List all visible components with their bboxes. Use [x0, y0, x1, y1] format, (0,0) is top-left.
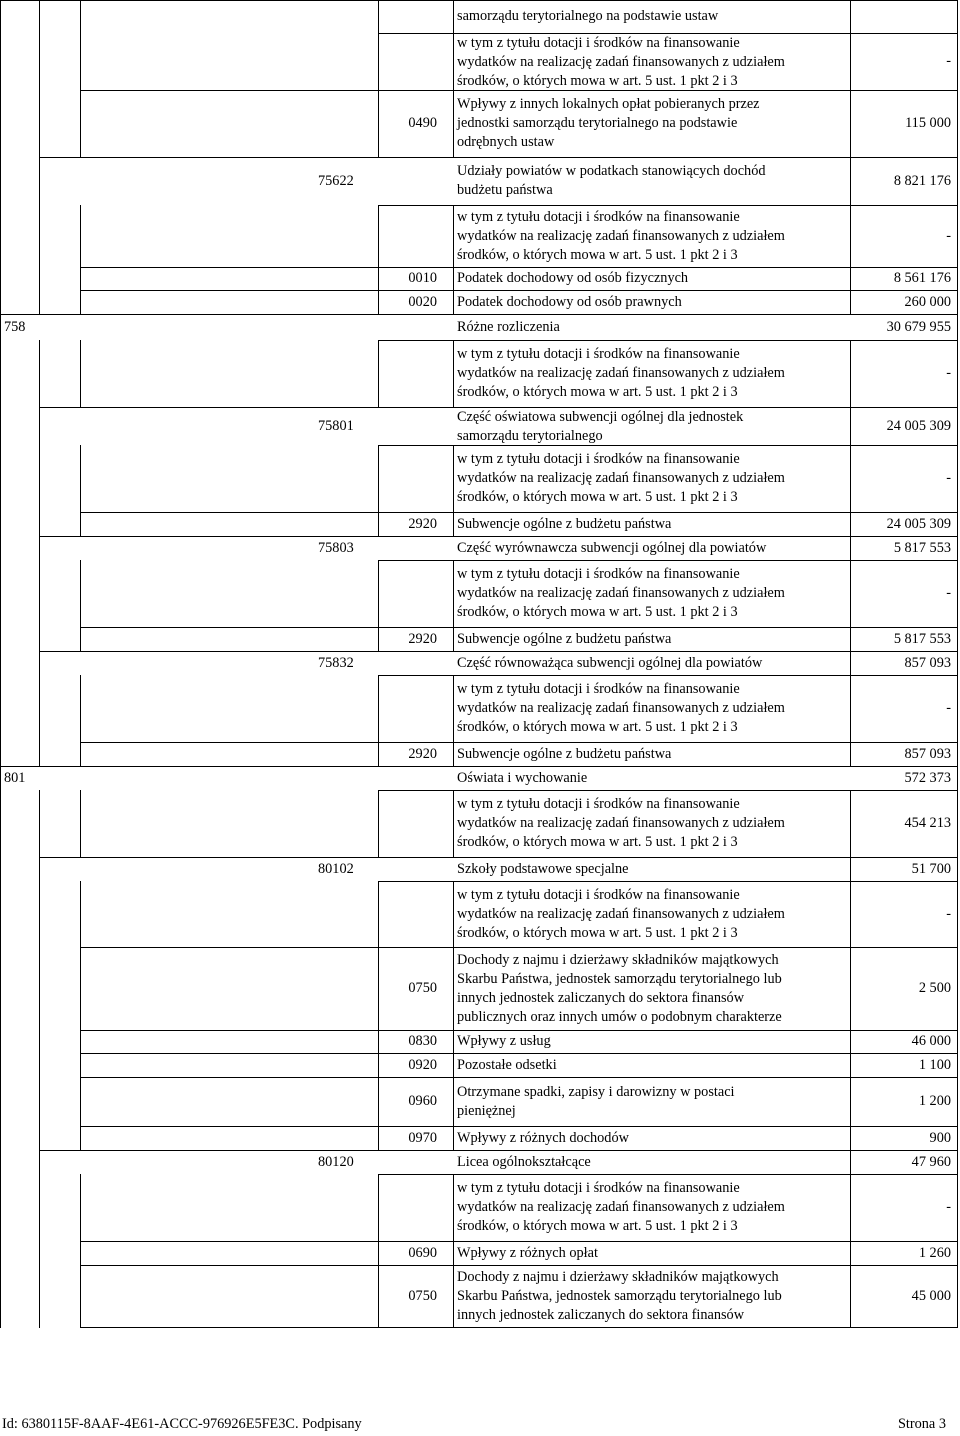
rozdzial-code: 75832 — [318, 655, 354, 671]
table-rule — [39, 651, 958, 652]
table-rule — [453, 675, 454, 743]
table-rule — [39, 157, 40, 206]
row-description: w tym z tytułu dotacji i środków na finansowanie — [457, 346, 740, 362]
row-amount: 45 000 — [911, 1288, 951, 1304]
table-rule — [850, 0, 851, 34]
table-rule — [80, 33, 81, 91]
table-rule — [80, 90, 81, 158]
row-amount: 47 960 — [911, 1154, 951, 1170]
row-amount: 454 213 — [904, 815, 951, 831]
table-rule — [80, 742, 958, 743]
row-description: wydatków na realizację zadań finansowanych z udziałem — [457, 54, 785, 70]
paragraf-code: 0490 — [408, 115, 437, 131]
table-rule — [39, 1053, 40, 1078]
table-rule — [80, 205, 81, 268]
table-rule — [39, 857, 40, 882]
table-rule — [80, 1077, 81, 1127]
table-rule — [39, 1174, 40, 1242]
table-rule — [39, 790, 40, 858]
table-rule — [39, 267, 40, 291]
row-description: Wpływy z innych lokalnych opłat pobieranych przez — [457, 96, 760, 112]
dzial-code: 758 — [4, 319, 26, 335]
table-rule — [80, 1126, 958, 1127]
table-rule — [80, 1126, 81, 1151]
row-amount: - — [946, 700, 951, 716]
table-rule — [378, 881, 379, 948]
table-rule — [39, 205, 40, 268]
row-amount: 8 561 176 — [893, 270, 951, 286]
table-rule — [80, 445, 81, 513]
table-rule — [0, 766, 958, 767]
table-rule — [39, 1150, 40, 1175]
row-amount: - — [946, 228, 951, 244]
row-description: publicznych oraz innych umów o podobnym charakterze — [457, 1009, 782, 1025]
table-rule — [453, 560, 454, 628]
paragraf-code: 0830 — [408, 1033, 437, 1049]
table-rule — [80, 1327, 958, 1328]
table-rule — [80, 742, 81, 767]
row-description: wydatków na realizację zadań finansowanych z udziałem — [457, 700, 785, 716]
table-rule — [80, 675, 81, 743]
paragraf-code: 0960 — [408, 1093, 437, 1109]
row-description: innych jednostek zaliczanych do sektora finansów — [457, 990, 745, 1006]
table-rule — [39, 947, 40, 1031]
table-rule — [453, 1265, 454, 1328]
row-description: Wpływy z różnych dochodów — [457, 1130, 629, 1146]
table-rule — [378, 205, 379, 268]
table-rule — [80, 1077, 958, 1078]
rozdzial-code: 75622 — [318, 173, 354, 189]
table-rule — [378, 33, 379, 91]
row-description: innych jednostek zaliczanych do sektora finansów — [457, 1307, 745, 1323]
table-rule — [39, 1265, 40, 1328]
table-rule — [80, 881, 81, 948]
table-rule — [39, 445, 40, 513]
table-rule — [453, 1053, 454, 1078]
row-description: Wpływy z różnych opłat — [457, 1245, 598, 1261]
table-rule — [378, 790, 958, 791]
table-rule — [0, 314, 958, 315]
row-description: Podatek dochodowy od osób fizycznych — [457, 270, 689, 286]
paragraf-code: 0970 — [408, 1130, 437, 1146]
row-description: środków, o których mowa w art. 5 ust. 1 pkt 2 i 3 — [457, 925, 738, 941]
row-description: samorządu terytorialnego na podstawie ustaw — [457, 8, 719, 24]
page-number: Strona 3 — [897, 1416, 946, 1432]
row-amount: - — [946, 365, 951, 381]
row-description: odrębnych ustaw — [457, 134, 555, 150]
table-rule — [80, 512, 958, 513]
table-rule — [378, 675, 379, 743]
table-rule — [453, 33, 454, 91]
row-amount: 1 100 — [918, 1057, 951, 1073]
row-description: Oświata i wychowanie — [457, 770, 588, 786]
table-rule — [0, 0, 958, 1]
table-rule — [39, 560, 40, 628]
table-rule — [378, 560, 958, 561]
row-description: Skarbu Państwa, jednostek samorządu terytorialnego lub — [457, 1288, 782, 1304]
row-description: środków, o których mowa w art. 5 ust. 1 pkt 2 i 3 — [457, 384, 738, 400]
table-rule — [80, 267, 81, 291]
table-rule — [80, 1053, 81, 1078]
row-description: wydatków na realizację zadań finansowanych z udziałem — [457, 585, 785, 601]
table-rule — [80, 1030, 81, 1054]
table-rule — [39, 407, 40, 446]
row-description: wydatków na realizację zadań finansowanych z udziałem — [457, 815, 785, 831]
table-rule — [39, 651, 40, 676]
row-amount: 260 000 — [904, 294, 951, 310]
paragraf-code: 0690 — [408, 1245, 437, 1261]
row-amount: 30 679 955 — [886, 319, 951, 335]
table-rule — [378, 1174, 379, 1242]
table-rule — [80, 947, 958, 948]
row-amount: 24 005 309 — [886, 516, 951, 532]
row-amount: 1 200 — [918, 1093, 951, 1109]
table-rule — [453, 790, 454, 858]
row-description: Udziały powiatów w podatkach stanowiących dochód — [457, 163, 766, 179]
row-description: w tym z tytułu dotacji i środków na finansowanie — [457, 35, 740, 51]
table-rule — [0, 0, 1, 1328]
table-rule — [453, 1077, 454, 1127]
row-amount: 857 093 — [904, 746, 951, 762]
paragraf-code: 0010 — [408, 270, 437, 286]
table-rule — [39, 157, 958, 158]
table-rule — [453, 512, 454, 537]
table-rule — [80, 267, 958, 268]
row-amount: - — [946, 470, 951, 486]
row-amount: - — [946, 906, 951, 922]
table-rule — [453, 1030, 454, 1054]
table-rule — [957, 0, 958, 1328]
row-description: wydatków na realizację zadań finansowanych z udziałem — [457, 228, 785, 244]
table-rule — [39, 340, 40, 408]
table-rule — [378, 1174, 958, 1175]
table-rule — [80, 512, 81, 537]
row-description: samorządu terytorialnego — [457, 428, 603, 444]
row-description: wydatków na realizację zadań finansowanych z udziałem — [457, 365, 785, 381]
table-rule — [39, 33, 40, 91]
table-rule — [39, 1030, 40, 1054]
row-description: w tym z tytułu dotacji i środków na finansowanie — [457, 887, 740, 903]
table-rule — [453, 947, 454, 1031]
table-rule — [80, 0, 81, 34]
table-rule — [453, 1174, 454, 1242]
table-rule — [80, 627, 958, 628]
row-description: Pozostałe odsetki — [457, 1057, 557, 1073]
paragraf-code: 0020 — [408, 294, 437, 310]
row-description: Część wyrównawcza subwencji ogólnej dla powiatów — [457, 540, 767, 556]
table-rule — [80, 1174, 81, 1242]
table-rule — [378, 445, 958, 446]
row-amount: - — [946, 53, 951, 69]
table-rule — [39, 1241, 40, 1266]
table-rule — [39, 90, 40, 158]
table-rule — [39, 536, 958, 537]
table-rule — [39, 1126, 40, 1151]
paragraf-code: 0920 — [408, 1057, 437, 1073]
table-rule — [378, 340, 958, 341]
table-rule — [80, 560, 81, 628]
row-description: Wpływy z usług — [457, 1033, 551, 1049]
row-description: środków, o których mowa w art. 5 ust. 1 pkt 2 i 3 — [457, 489, 738, 505]
row-amount: 1 260 — [918, 1245, 951, 1261]
table-rule — [378, 205, 958, 206]
table-rule — [453, 290, 454, 315]
row-amount: 572 373 — [904, 770, 951, 786]
table-rule — [80, 90, 958, 91]
row-amount: 51 700 — [911, 861, 951, 877]
row-amount: 24 005 309 — [886, 418, 951, 434]
table-rule — [39, 0, 40, 34]
table-rule — [80, 947, 81, 1031]
row-description: Podatek dochodowy od osób prawnych — [457, 294, 682, 310]
paragraf-code: 2920 — [408, 516, 437, 532]
table-rule — [39, 881, 40, 948]
row-description: środków, o których mowa w art. 5 ust. 1 pkt 2 i 3 — [457, 73, 738, 89]
row-amount: 5 817 553 — [893, 631, 951, 647]
row-description: budżetu państwa — [457, 182, 553, 198]
table-rule — [378, 675, 958, 676]
paragraf-code: 2920 — [408, 631, 437, 647]
row-amount: 857 093 — [904, 655, 951, 671]
table-rule — [453, 1241, 454, 1266]
table-rule — [80, 290, 958, 291]
row-amount: 8 821 176 — [893, 173, 951, 189]
rozdzial-code: 75803 — [318, 540, 354, 556]
row-description: w tym z tytułu dotacji i środków na finansowanie — [457, 796, 740, 812]
table-rule — [453, 627, 454, 652]
table-rule — [39, 536, 40, 561]
row-description: Szkoły podstawowe specjalne — [457, 861, 629, 877]
table-rule — [453, 742, 454, 767]
row-description: wydatków na realizację zadań finansowanych z udziałem — [457, 906, 785, 922]
table-rule — [39, 290, 40, 315]
table-rule — [453, 267, 454, 291]
dzial-code: 801 — [4, 770, 26, 786]
row-description: w tym z tytułu dotacji i środków na finansowanie — [457, 1180, 740, 1196]
table-rule — [39, 675, 40, 743]
table-rule — [80, 1241, 81, 1266]
table-rule — [453, 205, 454, 268]
table-rule — [39, 512, 40, 537]
row-description: Subwencje ogólne z budżetu państwa — [457, 516, 672, 532]
table-rule — [378, 445, 379, 513]
row-description: Dochody z najmu i dzierżawy składników majątkowych — [457, 1269, 779, 1285]
rozdzial-code: 80102 — [318, 861, 354, 877]
table-rule — [80, 290, 81, 315]
row-description: Otrzymane spadki, zapisy i darowizny w postaci — [457, 1084, 735, 1100]
table-rule — [378, 560, 379, 628]
table-rule — [80, 1265, 958, 1266]
row-amount: 5 817 553 — [893, 540, 951, 556]
table-rule — [378, 0, 379, 34]
row-amount: - — [946, 1199, 951, 1215]
row-amount: - — [946, 585, 951, 601]
table-rule — [453, 445, 454, 513]
table-rule — [39, 742, 40, 767]
table-rule — [39, 857, 958, 858]
row-description: w tym z tytułu dotacji i środków na finansowanie — [457, 209, 740, 225]
table-rule — [80, 340, 81, 408]
row-description: jednostki samorządu terytorialnego na podstawie — [457, 115, 738, 131]
document-id-signature: Id: 6380115F-8AAF-4E61-ACCC-976926E5FE3C. Podpisany — [2, 1416, 362, 1432]
row-description: Licea ogólnokształcące — [457, 1154, 591, 1170]
table-rule — [80, 790, 81, 858]
row-description: Część oświatowa subwencji ogólnej dla jednostek — [457, 409, 744, 425]
row-description: środków, o których mowa w art. 5 ust. 1 pkt 2 i 3 — [457, 834, 738, 850]
row-description: w tym z tytułu dotacji i środków na finansowanie — [457, 566, 740, 582]
table-rule — [453, 90, 454, 158]
row-description: Skarbu Państwa, jednostek samorządu terytorialnego lub — [457, 971, 782, 987]
table-rule — [378, 790, 379, 858]
row-description: Subwencje ogólne z budżetu państwa — [457, 631, 672, 647]
row-description: wydatków na realizację zadań finansowanych z udziałem — [457, 1199, 785, 1215]
row-description: Subwencje ogólne z budżetu państwa — [457, 746, 672, 762]
table-rule — [453, 1126, 454, 1151]
table-rule — [80, 1265, 81, 1328]
rozdzial-code: 75801 — [318, 418, 354, 434]
table-rule — [80, 1241, 958, 1242]
row-amount: 900 — [929, 1130, 951, 1146]
row-amount: 115 000 — [905, 115, 951, 131]
table-rule — [80, 1053, 958, 1054]
paragraf-code: 0750 — [408, 980, 437, 996]
table-rule — [378, 340, 379, 408]
table-rule — [453, 340, 454, 408]
table-rule — [39, 1077, 40, 1127]
row-amount: 2 500 — [918, 980, 951, 996]
table-rule — [453, 0, 454, 34]
row-amount: 46 000 — [911, 1033, 951, 1049]
row-description: w tym z tytułu dotacji i środków na finansowanie — [457, 451, 740, 467]
table-rule — [80, 1030, 958, 1031]
paragraf-code: 2920 — [408, 746, 437, 762]
row-description: Dochody z najmu i dzierżawy składników majątkowych — [457, 952, 779, 968]
rozdzial-code: 80120 — [318, 1154, 354, 1170]
row-description: w tym z tytułu dotacji i środków na finansowanie — [457, 681, 740, 697]
table-rule — [453, 881, 454, 948]
row-description: Część równoważąca subwencji ogólnej dla powiatów — [457, 655, 763, 671]
row-description: środków, o których mowa w art. 5 ust. 1 pkt 2 i 3 — [457, 247, 738, 263]
row-description: pieniężnej — [457, 1103, 516, 1119]
row-description: środków, o których mowa w art. 5 ust. 1 pkt 2 i 3 — [457, 719, 738, 735]
table-rule — [39, 1150, 958, 1151]
table-rule — [378, 881, 958, 882]
row-description: Różne rozliczenia — [457, 319, 560, 335]
paragraf-code: 0750 — [408, 1288, 437, 1304]
row-description: wydatków na realizację zadań finansowanych z udziałem — [457, 470, 785, 486]
row-description: środków, o których mowa w art. 5 ust. 1 pkt 2 i 3 — [457, 1218, 738, 1234]
table-rule — [80, 627, 81, 652]
table-rule — [39, 627, 40, 652]
row-description: środków, o których mowa w art. 5 ust. 1 pkt 2 i 3 — [457, 604, 738, 620]
